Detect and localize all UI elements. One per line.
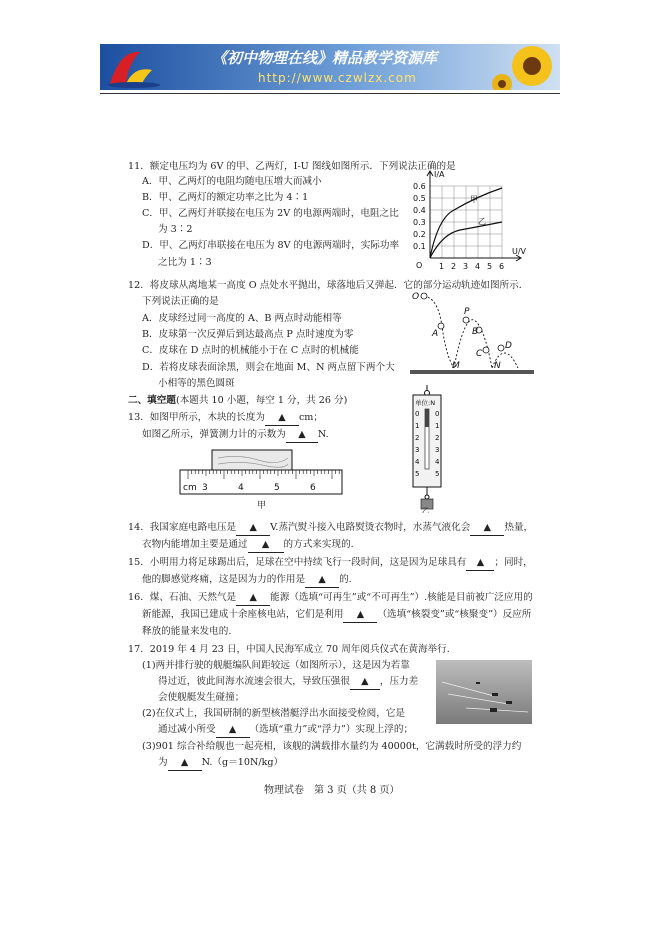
point-m-label: M xyxy=(452,361,460,371)
q11-option-d: D．甲、乙两灯串联接在电压为 8V 的电源两端时，实际功率 xyxy=(142,240,400,251)
q14-text: V.蒸汽熨斗接入电路熨烫衣物时，水蒸气液化会 xyxy=(270,522,471,533)
q17-text: 为 xyxy=(158,757,168,768)
point-c-label: C xyxy=(476,349,483,359)
spring-tick-label: 0 xyxy=(435,410,440,418)
point-o-label: O xyxy=(412,292,420,302)
y-tick: 0.2 xyxy=(413,230,426,239)
section2-note: (本题共 10 小题，每空 1 分，共 26 分) xyxy=(175,395,348,406)
q12-stem: 12．将皮球从离地某一高度 O 点处水平抛出，球落地后又弹起．它的部分运动轨迹如图所示． xyxy=(128,280,529,291)
q12-stem-cont: 下列说法正确的是 xyxy=(142,296,219,307)
spring-tick-label: 1 xyxy=(415,422,420,430)
y-axis-label: I/A xyxy=(434,170,445,179)
banner-graphic xyxy=(100,44,560,90)
q13-text: 如图乙所示，弹簧测力计的示数为 xyxy=(142,429,286,440)
answer-blank[interactable]: ▲ xyxy=(265,411,299,426)
q12-option-b: B．皮球第一次反弹后到达最高点 P 点时速度为零 xyxy=(142,329,354,340)
spring-tick-label: 3 xyxy=(435,446,440,454)
ruler-figure xyxy=(178,448,344,512)
section2-heading xyxy=(128,394,347,408)
y-tick: 0.5 xyxy=(413,194,426,203)
spring-tick-label: 4 xyxy=(415,458,420,466)
q17-part2-line2 xyxy=(158,723,413,738)
q13-line1 xyxy=(128,411,323,426)
q15-text: 他的脚感觉疼痛，这是因为力的作用是 xyxy=(142,574,306,585)
origin-label: O xyxy=(416,261,423,270)
q16-text: 16．煤、石油、天然气是 xyxy=(128,592,237,603)
q12-option-c: C．皮球在 D 点时的机械能小于在 C 点时的机械能 xyxy=(142,345,359,356)
q17-part3-line2 xyxy=(158,756,283,771)
answer-blank[interactable]: ▲ xyxy=(350,675,380,690)
q15-line1 xyxy=(128,556,533,571)
point-d-label: D xyxy=(505,341,512,351)
q17-text: 通过减小所受 xyxy=(158,724,216,735)
x-tick: 5 xyxy=(487,262,493,271)
q14-line1 xyxy=(128,521,533,536)
spring-tick-label: 3 xyxy=(415,446,420,454)
answer-blank[interactable]: ▲ xyxy=(466,556,494,571)
header-rule xyxy=(100,93,560,94)
page-footer: 物理试卷 第 3 页（共 8 页） xyxy=(264,785,400,796)
q12-option-d: D．若将皮球表面涂黑，则会在地面 M、N 两点留下两个大 xyxy=(142,362,395,373)
spring-scale-figure xyxy=(410,385,450,513)
q16-text: 能源（选填“可再生”或“不可再生”）.核能是目前被广泛应用的 xyxy=(270,592,533,603)
q17-text: ，压力差 xyxy=(379,676,419,687)
answer-blank[interactable]: ▲ xyxy=(168,756,202,771)
answer-blank[interactable]: ▲ xyxy=(343,608,377,623)
q11-option-b: B．甲、乙两灯的额定功率之比为 4∶1 xyxy=(142,192,309,203)
q16-text: 新能源，我国已建成十余座核电站，它们是利用 xyxy=(142,609,344,620)
spring-tick-label: 5 xyxy=(435,470,440,478)
answer-blank[interactable]: ▲ xyxy=(216,723,250,738)
q13-text: N. xyxy=(317,429,329,440)
fleet-photo xyxy=(436,660,532,724)
curve-yi-label: 乙 xyxy=(478,217,486,226)
q17-text: N.（g＝10N/kg） xyxy=(201,757,284,768)
q17-part3-line1: (3)901 综合补给舰也一起亮相，该舰的满载排水量约为 40000t，它满载时所受的浮力约 xyxy=(142,741,522,752)
q12-option-d-cont: 小相等的黑色圆斑 xyxy=(158,378,235,389)
q12-trajectory-figure xyxy=(408,286,536,380)
q16-line2 xyxy=(142,608,531,623)
answer-blank[interactable]: ▲ xyxy=(470,521,504,536)
q16-text: （选填“核裂变”或“核聚变”）反应所 xyxy=(377,609,532,620)
answer-blank[interactable]: ▲ xyxy=(236,591,270,606)
header-banner xyxy=(100,44,560,90)
q11-option-c-cont: 为 3∶2 xyxy=(158,224,193,235)
q15-line2 xyxy=(142,573,352,588)
x-tick: 2 xyxy=(451,262,457,271)
point-p-label: P xyxy=(464,307,470,317)
spring-tick-label: 5 xyxy=(415,470,420,478)
q15-text: 15．小明用力将足球踢出后，足球在空中持续飞行一段时间，这是因为足球具有 xyxy=(128,557,467,568)
q12-option-a: A．皮球经过同一高度的 A、B 两点时动能相等 xyxy=(142,313,342,324)
answer-blank[interactable]: ▲ xyxy=(236,521,270,536)
q14-line2 xyxy=(142,538,354,553)
x-tick: 1 xyxy=(439,262,445,271)
q17-part1-line2 xyxy=(158,675,418,690)
ruler-tick-label: 6 xyxy=(310,483,316,493)
x-tick: 6 xyxy=(499,262,505,271)
x-tick: 4 xyxy=(475,262,481,271)
q17-text: （选填“重力”或“浮力”）实现上浮的； xyxy=(249,724,414,735)
ruler-tick-label: 5 xyxy=(274,483,280,493)
q16-line1 xyxy=(128,591,533,606)
point-a-label: A xyxy=(432,329,439,339)
q16-line3: 释放的能量来发电的. xyxy=(142,626,232,637)
y-tick: 0.1 xyxy=(413,242,426,251)
y-tick: 0.6 xyxy=(413,182,426,191)
x-axis-label: U/V xyxy=(512,247,527,256)
spring-tick-label: 1 xyxy=(435,422,440,430)
ruler-tick-label: 3 xyxy=(202,483,208,493)
q17-part1-line1: (1)两并排行驶的舰艇编队间距较远（如图所示），这是因为若靠 xyxy=(142,660,410,671)
q14-text: 热量， xyxy=(504,522,534,533)
y-tick: 0.4 xyxy=(413,206,426,215)
spring-unit-label: 单位:N xyxy=(415,399,436,407)
q13-line2 xyxy=(142,428,329,443)
q17-text: 得过近，彼此间海水流速会很大，导致压强很 xyxy=(158,676,350,687)
ruler-caption: 甲 xyxy=(257,501,267,511)
point-n-label: N xyxy=(494,361,501,371)
q13-text: cm； xyxy=(298,412,324,423)
q14-text: 14．我国家庭电路电压是 xyxy=(128,522,237,533)
spring-tick-label: 2 xyxy=(435,434,440,442)
q11-stem: 11．额定电压均为 6V 的甲、乙两灯，I-U 图线如图所示．下列说法正确的是 xyxy=(128,161,456,172)
q17-stem: 17．2019 年 4 月 23 日，中国人民海军成立 70 周年阅兵仪式在黄海举行. xyxy=(128,644,450,655)
q14-text: 的方式来实现的. xyxy=(283,539,354,550)
ruler-unit-label: cm xyxy=(183,483,197,493)
banner-url: http://www.czwlzx.com xyxy=(258,71,417,85)
banner-title: 《初中物理在线》精品教学资源库 xyxy=(212,49,438,67)
q13-text: 13．如图甲所示，木块的长度为 xyxy=(128,412,265,423)
answer-blank[interactable]: ▲ xyxy=(286,428,318,443)
curve-jia-label: 甲 xyxy=(470,195,478,204)
q15-text: ；同时， xyxy=(494,557,533,568)
y-tick: 0.3 xyxy=(413,218,426,227)
x-tick: 3 xyxy=(463,262,469,271)
q17-part1-line3: 会使舰艇发生碰撞； xyxy=(158,692,245,703)
q11-option-d-cont: 之比为 1∶3 xyxy=(158,257,212,268)
section2-title: 二、填空题 xyxy=(128,395,176,406)
q11-option-c: C．甲、乙两灯并联接在电压为 2V 的电源两端时，电阻之比 xyxy=(142,208,399,219)
q11-option-a: A．甲、乙两灯的电阻均随电压增大而减小 xyxy=(142,176,322,187)
answer-blank[interactable]: ▲ xyxy=(248,538,284,553)
q17-part2-line1: (2)在仪式上，我国研制的新型核潜艇浮出水面接受检阅，它是 xyxy=(142,708,406,719)
q14-text: 衣物内能增加主要是通过 xyxy=(142,539,248,550)
answer-blank[interactable]: ▲ xyxy=(305,573,339,588)
spring-tick-label: 4 xyxy=(435,458,440,466)
q11-iu-graph xyxy=(412,168,532,274)
spring-tick-label: 0 xyxy=(415,410,420,418)
ruler-tick-label: 4 xyxy=(238,483,244,493)
point-b-label: B xyxy=(472,327,479,337)
spring-caption: 乙 xyxy=(422,507,429,513)
spring-tick-label: 2 xyxy=(415,434,420,442)
q15-text: 的. xyxy=(339,574,352,585)
